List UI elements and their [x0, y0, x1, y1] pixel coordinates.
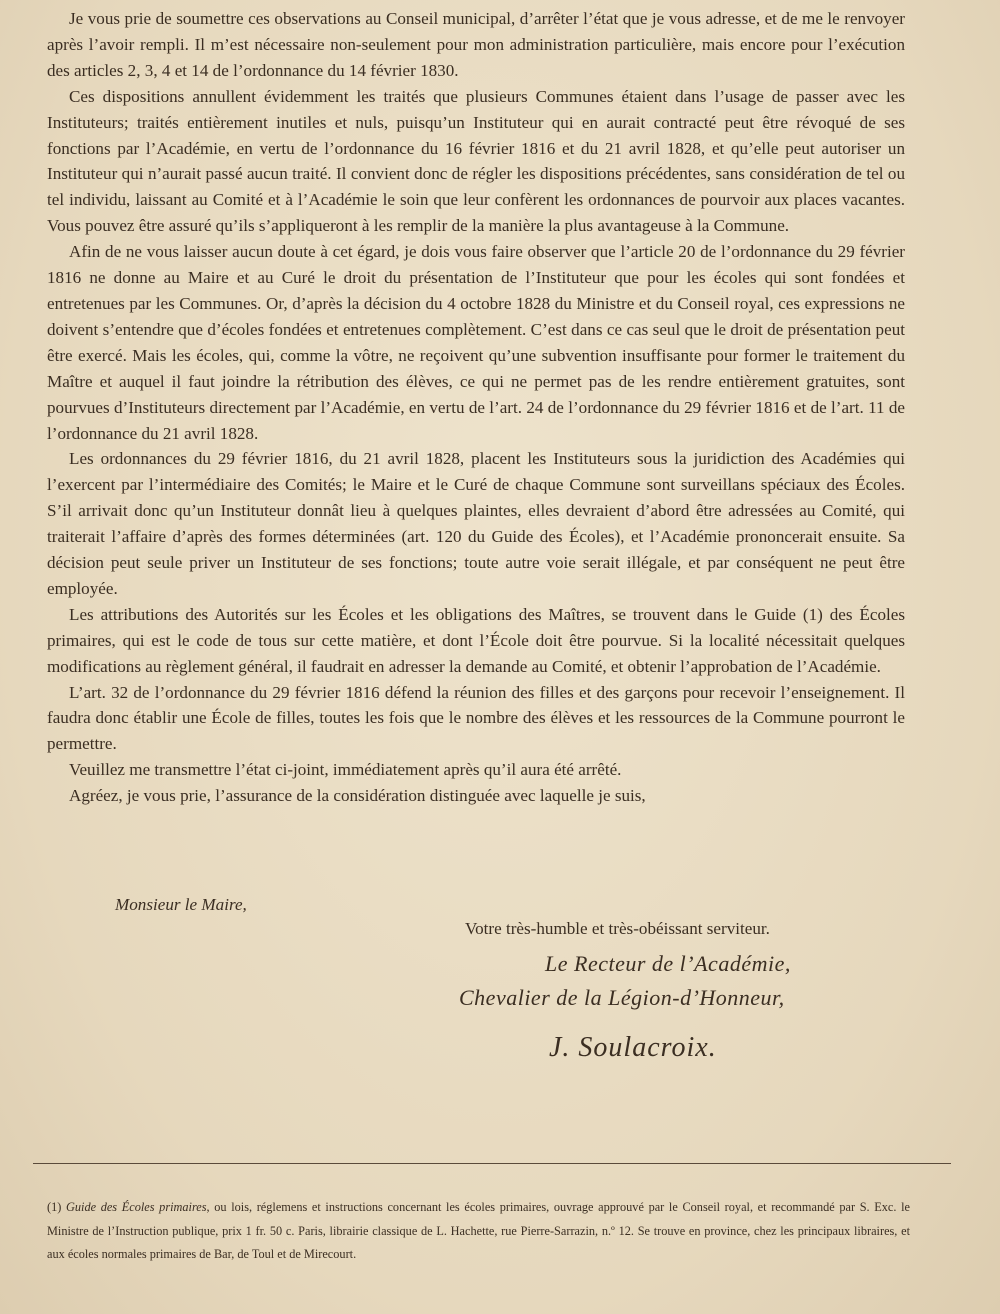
- paragraph: Ces dispositions annullent évidemment les traités que plusieurs Communes étaient dans l’usage de passer avec les Instituteurs; traités entièrement inutiles et nuls, puisqu’un Instituteur qui en aurait contracté peut être révoqué de ses fonctions par l’Académie, en vertu de l’ordonnance du 16 février 1816 et du 21 avril 1828, et qu’elle peut autoriser un Instituteur qui n’aurait passé aucun traité. Il convient donc de régler les dispositions précédentes, sans considération de tel ou tel individu, laissant au Comité et à l’Académie le soin que leur confèrent les ordonnances de pourvoir aux places vacantes. Vous pouvez être assuré qu’ils s’appliqueront à les remplir de la manière la plus avantageuse à la Commune.: [47, 86, 905, 236]
- paragraph: Veuillez me transmettre l’état ci-joint, immédiatement après qu’il aura été arrêté.: [69, 760, 622, 780]
- salutation: Monsieur le Maire,: [115, 895, 247, 914]
- footnote-marker: (1): [47, 1200, 62, 1214]
- servant-line: Votre très-humble et très-obéissant serviteur.: [465, 919, 770, 938]
- paragraph: Afin de ne vous laisser aucun doute à cet égard, je dois vous faire observer que l’article 20 de l’ordonnance du 29 février 1816 ne donne au Maire et au Curé le droit du présentation de l’Instituteur que pour les écoles qui sont fondées et entretenues par les Communes. Or, d’après la décision du 4 octobre 1828 du Ministre et du Conseil royal, ces expressions ne doivent s’entendre que d’écoles fondées et entretenues complètement. C’est dans ce cas seul que le droit de présentation peut être exercé. Mais les écoles, qui, comme la vôtre, ne reçoivent qu’une subvention insuffisante pour former le traitement du Maître et auquel il faut joindre la rétribution des élèves, ce qui ne permet pas de les rendre entièrement gratuites, sont pourvues d’Instituteurs directement par l’Académie, en vertu de l’art. 24 de l’ordonnance du 29 février 1816 et de l’art. 11 de l’ordonnance du 21 avril 1828.: [47, 242, 905, 443]
- chevalier-title: Chevalier de la Légion-d’Honneur,: [459, 985, 785, 1010]
- paragraph: Les ordonnances du 29 février 1816, du 21 avril 1828, placent les Instituteurs sous la juridiction des Académies qui l’exercent par l’intermédiaire des Comités; le Maire et le Curé de chaque Commune sont surveillans spéciaux des Écoles. S’il arrivait donc qu’un Instituteur donnât lieu à quelques plaintes, elles devraient d’abord être adressées au Comité, qui traiterait l’affaire d’après des formes déterminées (art. 120 du Guide des Écoles), et l’Académie prononcerait ensuite. Sa décision peut seule priver un Instituteur de ses fonctions; toute autre voie serait illégale, et par conséquent ne peut être employée.: [47, 449, 905, 598]
- paragraph: Agréez, je vous prie, l’assurance de la considération distinguée avec laquelle je suis,: [69, 786, 646, 806]
- paragraph: Je vous prie de soumettre ces observations au Conseil municipal, d’arrêter l’état que je vous adresse, et de me le renvoyer après l’avoir rempli. Il m’est nécessaire non-seulement pour mon administration particulière, mais encore pour l’exécution des articles 2, 3, 4 et 14 de l’ordonnance du 14 février 1830.: [47, 9, 905, 80]
- footnote: [47, 1196, 910, 1267]
- letter-body: [47, 6, 905, 809]
- footnote-divider: [33, 1163, 951, 1164]
- signature: J. Soulacroix.: [549, 1032, 717, 1063]
- paragraph: Les attributions des Autorités sur les Écoles et les obligations des Maîtres, se trouvent dans le Guide (1) des Écoles primaires, qui est le code de tous sur cette matière, et dont l’École doit être pourvue. Si la localité nécessitait quelques modifications au règlement général, il faudrait en adresser la demande au Comité, et obtenir l’approbation de l’Académie.: [47, 604, 905, 676]
- footnote-guide-title: Guide des Écoles primaires: [66, 1200, 207, 1214]
- footnote-text: , ou lois, réglemens et instructions concernant les écoles primaires, ouvrage approuvé par le Conseil royal, et recommandé par S. Exc. le Ministre de l’Instruction publique, prix 1 fr. 50 c. Paris, librairie classique de L. Hachette, rue Pierre-Sarrazin, n.º 12. Se trouve en province, chez les principaux libraires, et aux écoles normales primaires de Bar, de Toul et de Mirecourt.: [47, 1200, 910, 1261]
- rector-title: Le Recteur de l’Académie,: [545, 951, 791, 976]
- paragraph: L’art. 32 de l’ordonnance du 29 février 1816 défend la réunion des filles et des garçons pour recevoir l’enseignement. Il faudra donc établir une École de filles, toutes les fois que le nombre des élèves et les ressources de la Commune pourront le permettre.: [47, 682, 905, 754]
